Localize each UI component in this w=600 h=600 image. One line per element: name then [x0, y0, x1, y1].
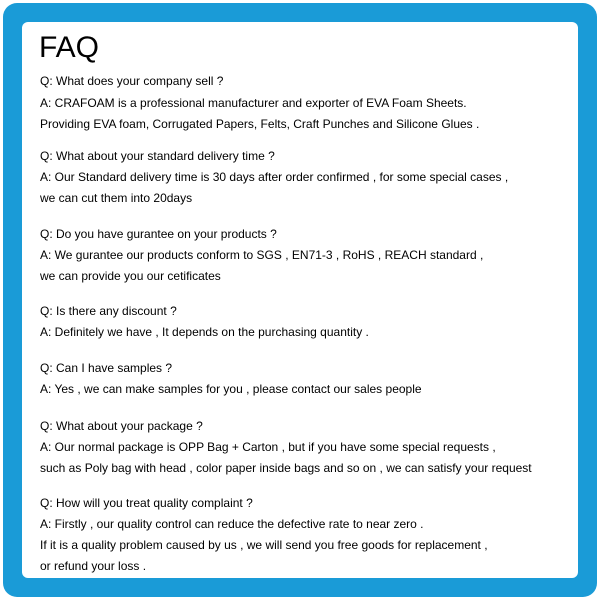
faq-answer-line: we can provide you our cetificates [40, 269, 221, 283]
faq-answer-line: A: Definitely we have , It depends on the purchasing quantity . [40, 325, 369, 339]
faq-answer-line: A: Firstly , our quality control can reduce the defective rate to near zero . [40, 517, 424, 531]
faq-question: Q: What does your company sell ? [40, 74, 224, 88]
faq-question: Q: Is there any discount ? [40, 304, 177, 318]
faq-answer-line: A: CRAFOAM is a professional manufacturer and exporter of EVA Foam Sheets. [40, 96, 467, 110]
faq-question: Q: How will you treat quality complaint ? [40, 496, 253, 510]
faq-question: Q: What about your package ? [40, 419, 203, 433]
faq-answer-line: Providing EVA foam, Corrugated Papers, Felts, Craft Punches and Silicone Glues . [40, 117, 480, 131]
faq-question: Q: Can I have samples ? [40, 361, 173, 375]
faq-answer-line: such as Poly bag with head , color paper inside bags and so on , we can satisfy your request [40, 461, 532, 475]
faq-frame [3, 3, 597, 597]
page-title: FAQ [39, 31, 100, 64]
faq-panel [22, 22, 578, 578]
faq-answer-line: A: We gurantee our products conform to SGS , EN71-3 , RoHS , REACH standard , [40, 248, 484, 262]
faq-answer-line: A: Yes , we can make samples for you , please contact our sales people [40, 382, 422, 396]
faq-answer-line: or refund your loss . [40, 559, 147, 573]
faq-question: Q: Do you have gurantee on your products ? [40, 227, 277, 241]
faq-question: Q: What about your standard delivery time ? [40, 149, 275, 163]
faq-answer-line: If it is a quality problem caused by us , we will send you free goods for replacement , [40, 538, 488, 552]
faq-answer-line: we can cut them into 20days [40, 191, 193, 205]
faq-answer-line: A: Our normal package is OPP Bag + Carton , but if you have some special requests , [40, 440, 496, 454]
faq-answer-line: A: Our Standard delivery time is 30 days after order confirmed , for some special cases , [40, 170, 509, 184]
